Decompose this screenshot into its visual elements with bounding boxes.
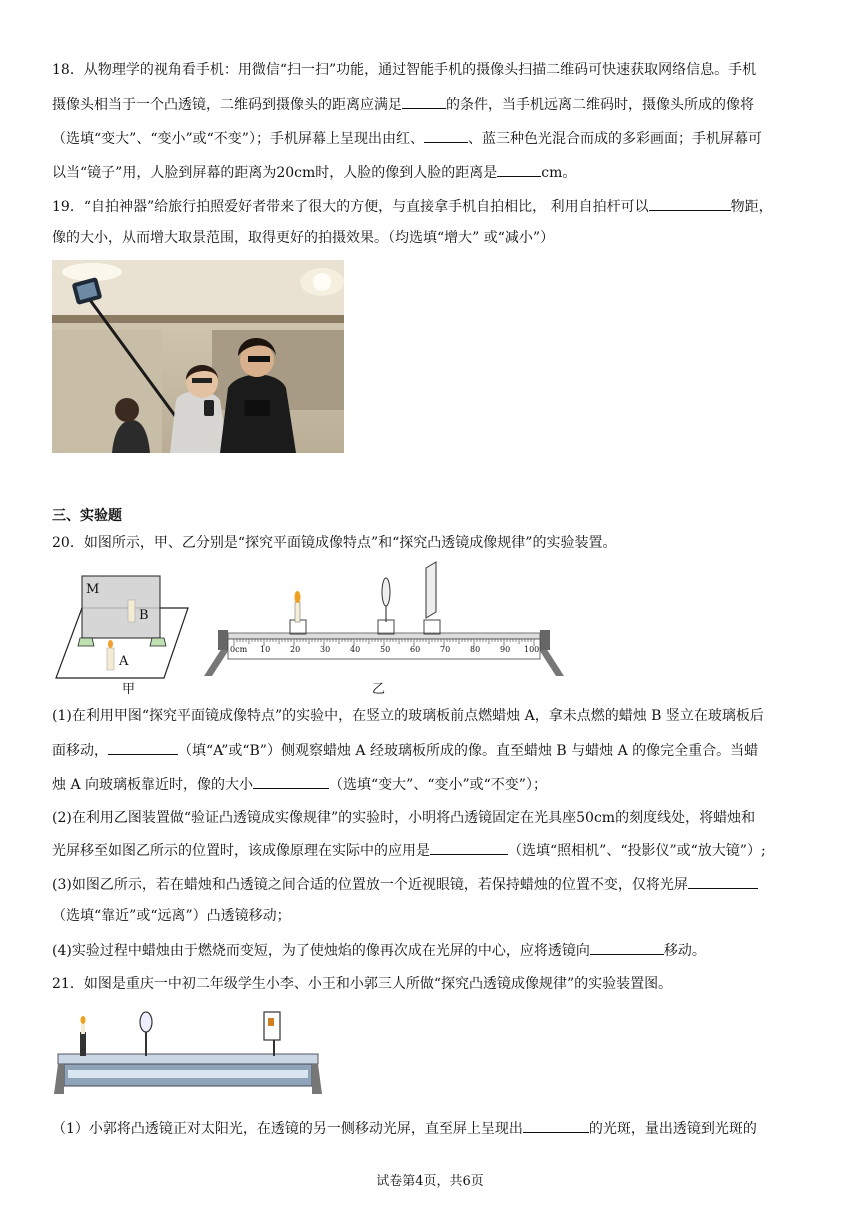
tick-label: 40 <box>350 645 361 654</box>
q20-p1-line3: 烛 A 向玻璃板靠近时，像的大小 （选填“变大”、“变小”或“不变”）； <box>52 774 812 795</box>
q20-p2-line2: 光屏移至如图乙所示的位置时，该成像原理在实际中的应用是 （选填“照相机”、“投影仪”或“放大镜”）; <box>52 840 812 861</box>
answer-blank[interactable] <box>424 128 468 143</box>
tick-label: 30 <box>320 645 331 654</box>
q18-line2: 摄像头相当于一个凸透镜，二维码到摄像头的距离应满足 的条件，当手机远离二维码时，摄像头所成的像将 <box>52 94 812 115</box>
q20-p1-line1: (1)在利用甲图“探究平面镜成像特点”的实验中，在竖立的玻璃板前点燃蜡烛 A，拿未点燃的蜡烛 B 竖立在玻璃板后 <box>52 708 764 724</box>
tick-label: 60 <box>410 645 421 654</box>
answer-blank[interactable] <box>430 840 508 855</box>
q18-line4: 以当“镜子”用，人脸到屏幕的距离为20cm时，人脸的像到人脸的距离是 cm。 <box>52 162 812 183</box>
answer-blank[interactable] <box>253 774 329 789</box>
answer-blank[interactable] <box>590 940 664 955</box>
figure-jia <box>52 568 192 696</box>
page-footer: 试卷第4页，共6页 <box>376 1174 484 1189</box>
answer-blank[interactable] <box>523 1118 589 1133</box>
figure-yi <box>200 560 570 698</box>
tick-label: 100 <box>524 645 540 654</box>
answer-blank[interactable] <box>649 196 731 211</box>
label-m: M <box>86 582 100 597</box>
selfie-stick-photo <box>52 260 344 453</box>
answer-blank[interactable] <box>497 162 541 177</box>
figure-label-yi: 乙 <box>372 682 386 697</box>
answer-blank[interactable] <box>402 94 446 109</box>
q21-p1-line1: （1）小郭将凸透镜正对太阳光，在透镜的另一侧移动光屏，直至屏上呈现出 的光斑，量出透镜到光斑的 <box>52 1118 812 1139</box>
q18-line3: （选填“变大”、“变小”或“不变”）；手机屏幕上呈现出由红、 、蓝三种色光混合而成的多彩画面；手机屏幕可 <box>52 128 812 149</box>
tick-label: 10 <box>260 645 271 654</box>
q20-p4-line1: (4)实验过程中蜡烛由于燃烧而变短，为了使烛焰的像再次成在光屏的中心，应将透镜向 移动。 <box>52 940 812 961</box>
figure-q21-optical-bench <box>52 1010 324 1098</box>
tick-label: 70 <box>440 645 451 654</box>
q19-line1: 19．“自拍神器”给旅行拍照爱好者带来了很大的方便，与直接拿手机自拍相比， 利用自拍杆可以 物距， <box>52 196 812 217</box>
answer-blank[interactable] <box>688 874 758 889</box>
tick-label: 0cm <box>230 645 248 654</box>
q19-line2: 像的大小，从而增大取景范围，取得更好的拍摄效果。（均选填“增大” 或“减小”） <box>52 230 555 246</box>
tick-label: 20 <box>290 645 301 654</box>
label-a: A <box>119 654 129 669</box>
q20-p2-line1: (2)在利用乙图装置做“验证凸透镜成实像规律”的实验时，小明将凸透镜固定在光具座50cm的刻度线处，将蜡烛和 <box>52 810 756 826</box>
label-b: B <box>139 608 149 623</box>
section-title: 三、实验题 <box>52 508 122 524</box>
q20-p3-line1: (3)如图乙所示，若在蜡烛和凸透镜之间合适的位置放一个近视眼镜，若保持蜡烛的位置不变，仅将光屏 <box>52 874 812 895</box>
answer-blank[interactable] <box>108 740 178 755</box>
q18-line1: 18．从物理学的视角看手机：用微信“扫一扫”功能，通过智能手机的摄像头扫描二维码可快速获取网络信息。手机 <box>52 62 757 78</box>
figure-label-jia: 甲 <box>122 682 136 697</box>
q20-p3-line2: （选填“靠近”或“远离”）凸透镜移动； <box>52 908 291 924</box>
tick-label: 50 <box>380 645 391 654</box>
q21-intro: 21．如图是重庆一中初二年级学生小李、小王和小郭三人所做“探究凸透镜成像规律”的实验装置图。 <box>52 976 673 992</box>
q20-intro: 20．如图所示，甲、乙分别是“探究平面镜成像特点”和“探究凸透镜成像规律”的实验装置。 <box>52 535 617 551</box>
q20-p1-line2: 面移动， （填“A”或“B”）侧观察蜡烛 A 经玻璃板所成的像。直至蜡烛 B 与蜡烛 A 的像完全重合。当蜡 <box>52 740 812 761</box>
tick-label: 80 <box>470 645 481 654</box>
tick-label: 90 <box>500 645 511 654</box>
